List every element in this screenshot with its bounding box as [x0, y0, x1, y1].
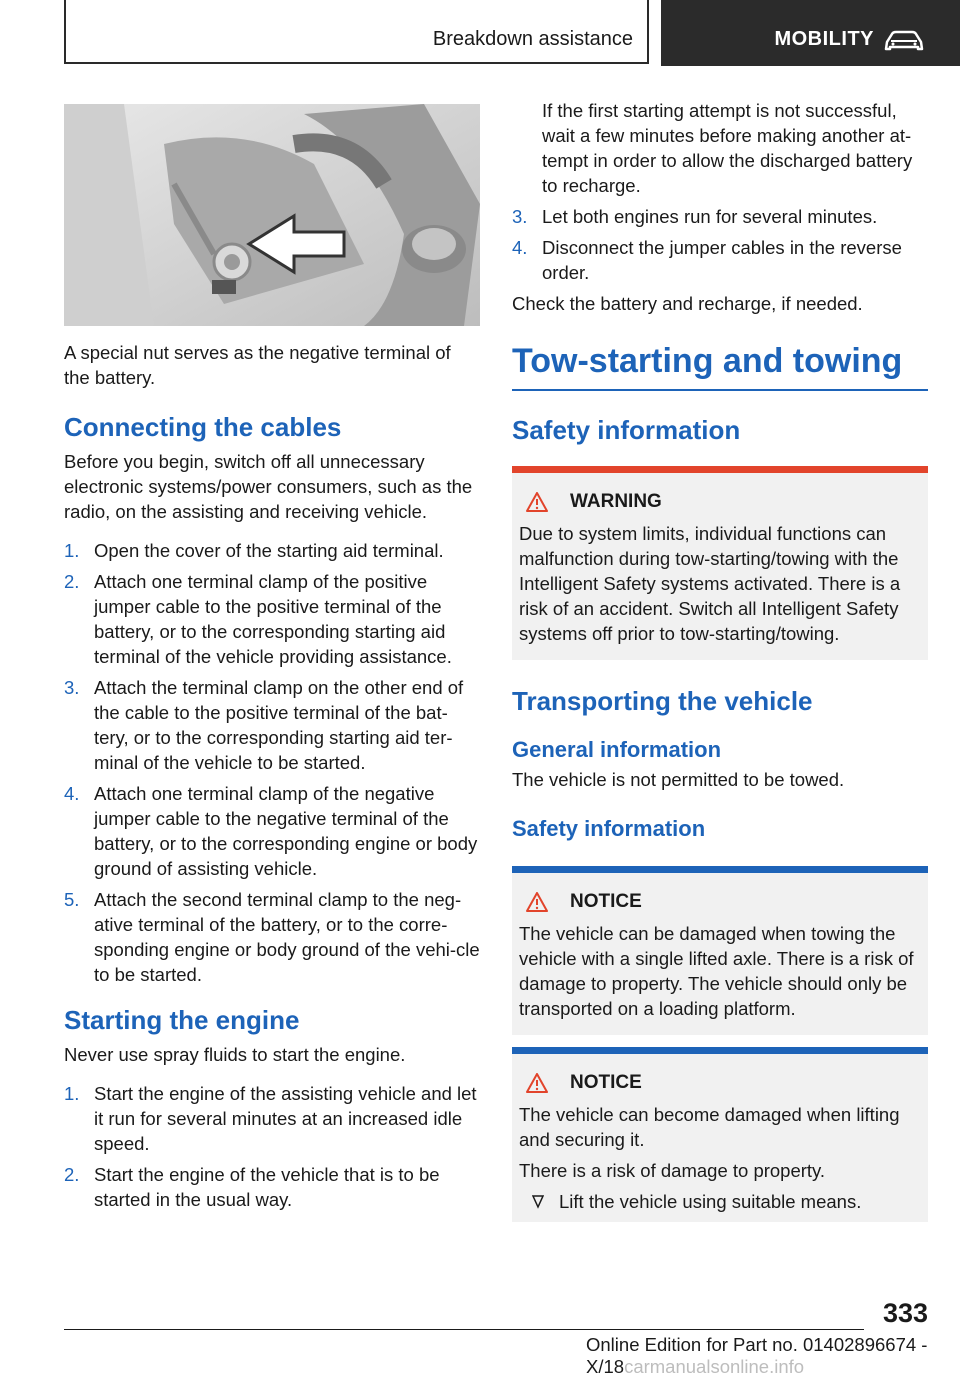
- heading-rule: [512, 389, 928, 391]
- step-number: 1.: [64, 540, 80, 561]
- continuation-text: If the first starting attempt is not successful, wait a few minutes before making another at-tempt in order to allow the discharged battery to recharge.: [542, 100, 913, 196]
- remaining-steps: [512, 204, 928, 285]
- notice-title: [519, 891, 921, 913]
- bullet-text: Lift the vehicle using suitable means.: [559, 1191, 862, 1212]
- list-item: [512, 204, 928, 229]
- bullet-triangle-icon: [532, 1195, 544, 1209]
- warning-bar: [512, 466, 928, 473]
- notice-box-1: [512, 866, 928, 1035]
- safety-information-heading: Safety information: [512, 415, 741, 445]
- notice-label: NOTICE: [570, 891, 642, 912]
- warning-text: Due to system limits, individual functions can malfunction during tow-starting/towing with the Intelligent Safety systems activated. There is a risk of an accident. Switch all Intelligent Safety systems off prior to tow-starting/towing.: [519, 523, 901, 644]
- warning-title: [519, 491, 921, 513]
- transporting-heading: Transporting the vehicle: [512, 686, 813, 716]
- tow-starting-heading: Tow-starting and towing: [512, 342, 903, 380]
- step-text: Start the engine of the vehicle that is to be started in the usual way.: [94, 1164, 440, 1210]
- list-item: [64, 781, 480, 881]
- step-text: Let both engines run for several minutes.: [542, 206, 878, 227]
- step-text: Attach the second terminal clamp to the neg-ative terminal of the battery, or to the corre-sponding engine or body ground of the vehi-cle to be started.: [94, 889, 480, 985]
- list-item: [64, 887, 480, 987]
- step-number: 3.: [64, 677, 80, 698]
- warning-label: WARNING: [570, 491, 662, 512]
- step-number: 2.: [64, 1164, 80, 1185]
- notice-bar: [512, 866, 928, 873]
- watermark: carmanualsonline.info: [624, 1356, 805, 1377]
- list-item: [519, 1189, 921, 1214]
- step-number: 4.: [64, 783, 80, 804]
- header-chapter-title: MOBILITY: [774, 28, 874, 50]
- step-text: Start the engine of the assisting vehicle and let it run for several minutes at an increased idle speed.: [94, 1083, 477, 1154]
- warning-content: [512, 473, 928, 660]
- step-number: 3.: [512, 206, 528, 227]
- list-item: [64, 538, 480, 563]
- starting-intro: Never use spray fluids to start the engine.: [64, 1044, 406, 1065]
- starting-heading: Starting the engine: [64, 1005, 300, 1035]
- list-item: [64, 675, 480, 775]
- step-text: Disconnect the jumper cables in the reverse order.: [542, 237, 902, 283]
- connecting-intro: Before you begin, switch off all unnecessary electronic systems/power consumers, such as the radio, on the assisting and receiving vehicle.: [64, 451, 473, 522]
- step-text: Attach the terminal clamp on the other end of the cable to the positive terminal of the bat-tery, or to the corresponding starting aid ter-minal of the vehicle to be started.: [94, 677, 464, 773]
- header-section-tab: [64, 0, 649, 64]
- general-information-text: The vehicle is not permitted to be towed.: [512, 769, 845, 790]
- step-text: Open the cover of the starting aid terminal.: [94, 540, 444, 561]
- list-item: [64, 569, 480, 669]
- header-chapter-tab: [661, 0, 960, 66]
- notice-text: There is a risk of damage to property.: [519, 1160, 826, 1181]
- step-text: Attach one terminal clamp of the negative jumper cable to the negative terminal of the battery, or to the corresponding engine or body ground of assisting vehicle.: [94, 783, 478, 879]
- notice-text: The vehicle can become damaged when lifting and securing it.: [519, 1104, 900, 1150]
- notice-label: NOTICE: [570, 1072, 642, 1093]
- engine-bay-photo: [64, 104, 480, 326]
- left-column: [64, 104, 480, 1218]
- warning-triangle-icon: [526, 1073, 548, 1093]
- warning-box: [512, 466, 928, 660]
- after-steps-text: Check the battery and recharge, if needed.: [512, 293, 863, 314]
- right-column: [512, 98, 928, 1222]
- header-section-title: Breakdown assistance: [432, 28, 633, 50]
- page-number: 333: [882, 1298, 928, 1328]
- image-caption: A special nut serves as the negative terminal of the battery.: [64, 342, 451, 388]
- step-number: 1.: [64, 1083, 80, 1104]
- step-number: 5.: [64, 889, 80, 910]
- warning-triangle-icon: [526, 492, 548, 512]
- notice-title: [519, 1072, 921, 1094]
- warning-triangle-icon: [526, 892, 548, 912]
- list-item: [64, 1162, 480, 1212]
- step-number: 2.: [64, 571, 80, 592]
- safety-information-subheading: Safety information: [512, 816, 706, 841]
- list-item: [512, 235, 928, 285]
- notice-content: [512, 873, 928, 1035]
- notice-bar: [512, 1047, 928, 1054]
- connecting-heading: Connecting the cables: [64, 412, 342, 442]
- footer: [586, 1334, 956, 1378]
- connecting-steps: [64, 538, 480, 987]
- list-item: [64, 1081, 480, 1156]
- general-information-heading: General information: [512, 737, 722, 762]
- starting-steps: [64, 1081, 480, 1212]
- step-number: 4.: [512, 237, 528, 258]
- edition-text: Online Edition for Part no. 01402896674 - X/18: [586, 1334, 928, 1377]
- notice-box-2: [512, 1047, 928, 1222]
- notice-text: The vehicle can be damaged when towing the vehicle with a single lifted axle. There is a risk of damage to property. The vehicle should only be transported on a loading platform.: [519, 923, 914, 1019]
- notice-content: [512, 1054, 928, 1222]
- footer-rule: [64, 1329, 864, 1330]
- car-icon: [884, 30, 924, 52]
- step-text: Attach one terminal clamp of the positive jumper cable to the positive terminal of the battery, or to the corresponding starting aid terminal of the vehicle providing assistance.: [94, 571, 452, 667]
